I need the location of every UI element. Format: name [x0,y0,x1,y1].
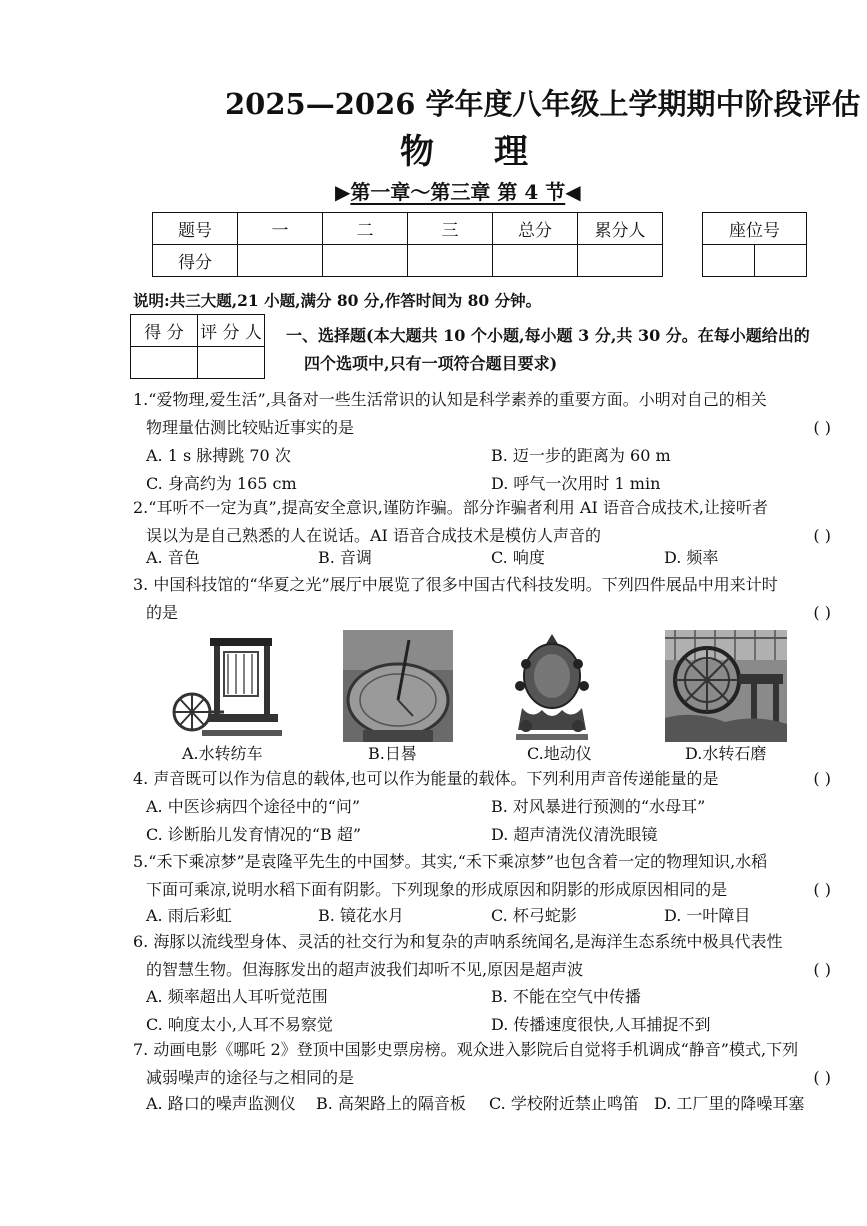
option-b: B. 音调 [318,548,372,567]
option-a: A. 路口的噪声监测仪 [146,1094,296,1113]
score-table-cell: 二 [323,213,408,245]
answer-blank[interactable]: ( ) [813,526,831,545]
question-2 [133,494,833,550]
section-heading [286,322,838,378]
seat-table [702,212,807,277]
score-table-cell: 总分 [493,213,578,245]
section-grader-table [130,314,265,379]
question-stem: 1.“爱物理,爱生活”,具备对一些生活常识的认知是科学素养的重要方面。小明对自己的相关 [133,390,767,409]
answer-blank[interactable]: ( ) [813,769,831,788]
score-table-cell: 三 [408,213,493,245]
answer-blank[interactable]: ( ) [813,603,831,622]
option-d: D. 超声清洗仪清洗眼镜 [491,825,658,844]
grader-score-cell[interactable] [131,347,198,379]
water-spinning-wheel-image [168,630,288,742]
exam-title: 2025—2026 学年度八年级上学期期中阶段评估 [225,87,861,121]
option-b: B. 迈一步的距离为 60 m [491,446,671,465]
score-table-header-row [153,213,663,245]
score-input-cell[interactable] [408,245,493,277]
option-b: B. 镜花水月 [318,906,404,925]
seat-input-cell[interactable] [703,245,755,277]
figure-caption: B.日晷 [368,744,417,763]
question-stem: 6. 海豚以流线型身体、灵活的社交行为和复杂的声呐系统闻名,是海洋生态系统中极具代表性 [133,932,783,951]
option-a: A. 中医诊病四个途径中的“问” [146,797,361,816]
option-d: D. 频率 [664,548,719,567]
option-c: C. 杯弓蛇影 [491,906,577,925]
option-a: A. 1 s 脉搏跳 70 次 [146,446,291,465]
option-c: C. 诊断胎儿发育情况的“B 超” [146,825,362,844]
question-7 [133,1036,833,1092]
option-a: A. 雨后彩虹 [146,906,232,925]
question-1 [133,386,833,442]
seat-label: 座位号 [703,213,807,245]
question-stem: 误以为是自己熟悉的人在说话。AI 语音合成技术是模仿人声音的 [146,526,601,545]
question-4 [133,765,833,793]
option-b: B. 高架路上的隔音板 [316,1094,466,1113]
question-stem: 3. 中国科技馆的“华夏之光”展厅中展览了很多中国古代科技发明。下列四件展品中用来计时 [133,575,778,594]
water-stone-mill-image [665,630,787,742]
question-stem: 的是 [146,603,179,622]
question-stem: 的智慧生物。但海豚发出的超声波我们却听不见,原因是超声波 [146,960,584,979]
option-d: D. 呼气一次用时 1 min [491,474,661,493]
question-stem: 减弱噪声的途径与之相同的是 [146,1068,355,1087]
score-input-cell[interactable] [493,245,578,277]
triangle-left-icon: ◀ [565,180,581,204]
score-table [152,212,663,277]
exam-instructions: 说明:共三大题,21 小题,满分 80 分,作答时间为 80 分钟。 [133,291,542,310]
seat-input-cell[interactable] [755,245,807,277]
score-row-label: 得分 [153,245,238,277]
question-stem: 下面可乘凉,说明水稻下面有阴影。下列现象的形成原因和阴影的形成原因相同的是 [146,880,728,899]
option-d: D. 传播速度很快,人耳捕捉不到 [491,1015,711,1034]
question-stem: 7. 动画电影《哪吒 2》登顶中国影史票房榜。观众进入影院后自觉将手机调成“静音”模式,下列 [133,1040,799,1059]
answer-blank[interactable]: ( ) [813,418,831,437]
chapter-range [335,176,581,205]
option-c: C. 响度 [491,548,545,567]
section-heading-line2: 四个选项中,只有一项符合题目要求) [304,354,558,373]
section-heading-line1: 一、选择题(本大题共 10 个小题,每小题 3 分,共 30 分。在每小题给出的 [286,326,810,345]
answer-blank[interactable]: ( ) [813,1068,831,1087]
question-3 [133,571,833,627]
option-b: B. 对风暴进行预测的“水母耳” [491,797,706,816]
score-table-cell: 累分人 [578,213,663,245]
question-6 [133,928,833,984]
question-stem: 4. 声音既可以作为信息的载体,也可以作为能量的载体。下列利用声音传递能量的是 [133,769,719,788]
subject-title: 物理 [400,132,588,172]
grader-name-cell[interactable] [198,347,265,379]
score-table-score-row [153,245,663,277]
question-stem: 物理量估测比较贴近事实的是 [146,418,355,437]
answer-blank[interactable]: ( ) [813,960,831,979]
answer-blank[interactable]: ( ) [813,880,831,899]
seismograph-image [512,630,592,742]
score-input-cell[interactable] [323,245,408,277]
triangle-right-icon: ▶ [335,180,351,204]
option-a: A. 音色 [146,548,200,567]
option-c: C. 学校附近禁止鸣笛 [489,1094,639,1113]
option-c: C. 响度太小,人耳不易察觉 [146,1015,333,1034]
option-c: C. 身高约为 165 cm [146,474,297,493]
option-d: D. 工厂里的降噪耳塞 [654,1094,805,1113]
figure-caption: C.地动仪 [527,744,592,763]
score-table-cell: 一 [238,213,323,245]
option-b: B. 不能在空气中传播 [491,987,641,1006]
score-input-cell[interactable] [578,245,663,277]
score-table-cell: 题号 [153,213,238,245]
sundial-image [343,630,453,742]
option-a: A. 频率超出人耳听觉范围 [146,987,328,1006]
figure-caption: D.水转石磨 [685,744,767,763]
question-5 [133,848,833,904]
grader-score-label: 得 分 [131,315,198,347]
score-input-cell[interactable] [238,245,323,277]
question-stem: 5.“禾下乘凉梦”是袁隆平先生的中国梦。其实,“禾下乘凉梦”也包含着一定的物理知识,水稻 [133,852,768,871]
question-stem: 2.“耳听不一定为真”,提高安全意识,谨防诈骗。部分诈骗者利用 AI 语音合成技术,让接听者 [133,498,768,517]
figure-caption: A.水转纺车 [182,744,263,763]
chapter-text: 第一章～第三章 第 4 节 [350,180,566,204]
option-d: D. 一叶障目 [664,906,751,925]
grader-name-label: 评 分 人 [198,315,265,347]
